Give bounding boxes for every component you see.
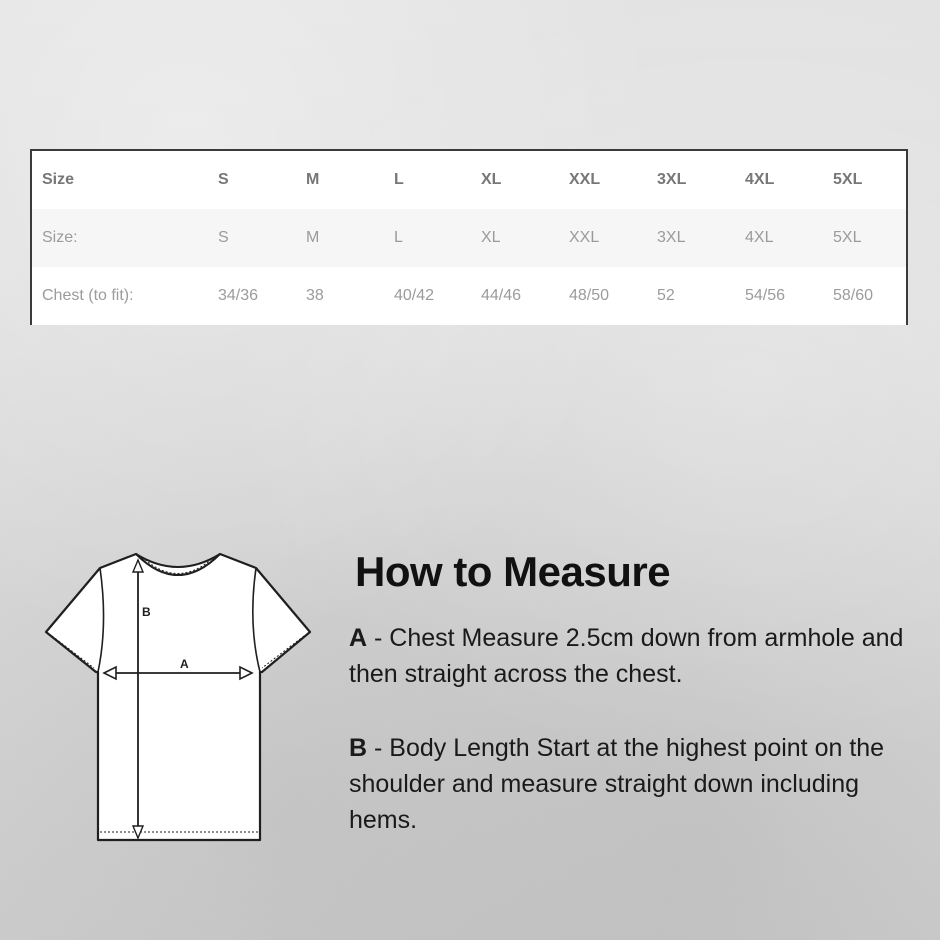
- tshirt-measure-diagram: [38, 540, 318, 850]
- table-cell: L: [394, 229, 403, 246]
- header-cell: 4XL: [745, 171, 775, 188]
- instruction-text: Body Length Start at the highest point on the shoulder and measure straight down including hems.: [349, 734, 885, 834]
- header-cell: 3XL: [657, 171, 687, 188]
- measure-label-a: A: [180, 657, 189, 671]
- table-cell: 38: [306, 287, 324, 304]
- table-cell: S: [218, 229, 229, 246]
- header-cell: L: [394, 171, 404, 188]
- header-cell: 5XL: [833, 171, 863, 188]
- table-cell: Size:: [42, 229, 78, 246]
- instruction-key: B: [349, 734, 368, 762]
- table-cell: 48/50: [569, 287, 610, 304]
- header-cell: M: [306, 171, 320, 188]
- header-cell: XXL: [569, 171, 601, 188]
- measure-label-b: B: [142, 605, 151, 619]
- table-cell: 44/46: [481, 287, 522, 304]
- measure-instruction-a: [349, 620, 929, 692]
- tshirt-outline: [46, 554, 310, 840]
- table-cell: M: [306, 229, 320, 246]
- instruction-key: A: [349, 624, 368, 652]
- table-cell: Chest (to fit):: [42, 287, 134, 304]
- how-to-measure-title: How to Measure: [355, 548, 671, 595]
- table-cell: 54/56: [745, 287, 786, 304]
- table-header-row: [32, 151, 906, 209]
- table-cell: 40/42: [394, 287, 435, 304]
- header-cell: S: [218, 171, 229, 188]
- table-cell: XL: [481, 229, 501, 246]
- instruction-separator: -: [367, 624, 390, 652]
- header-cell: XL: [481, 171, 502, 188]
- instruction-text: Chest Measure 2.5cm down from armhole and then straight across the chest.: [349, 624, 904, 688]
- table-cell: 52: [657, 287, 675, 304]
- table-cell: 4XL: [745, 229, 774, 246]
- instruction-separator: -: [367, 734, 390, 762]
- table-cell: 5XL: [833, 229, 862, 246]
- table-cell: 58/60: [833, 287, 874, 304]
- table-row-chest: [32, 267, 906, 325]
- table-row-size: [32, 209, 906, 267]
- table-cell: 3XL: [657, 229, 686, 246]
- table-cell: XXL: [569, 229, 600, 246]
- size-chart-table: [30, 149, 908, 325]
- measure-instruction-b: [349, 730, 929, 838]
- header-cell: Size: [42, 171, 75, 188]
- table-cell: 34/36: [218, 287, 259, 304]
